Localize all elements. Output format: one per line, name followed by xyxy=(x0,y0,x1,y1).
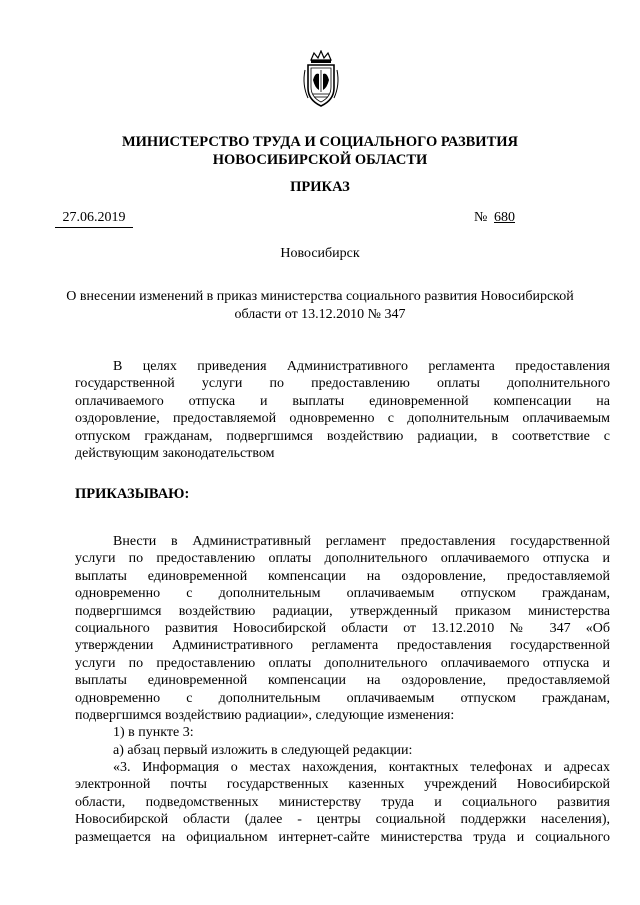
subject-line: О внесении изменений в приказ министерства социального развития Новосибирской xyxy=(66,289,574,304)
text-line: оплачиваемого отпуска и выплаты единовременной компенсации на xyxy=(75,393,610,409)
text-line: подвергшимся воздействию радиации, утвержденный приказом министерства xyxy=(75,603,610,619)
order-subject xyxy=(0,288,640,324)
subject-line: области от 13.12.2010 № 347 xyxy=(234,307,406,322)
text-line: области, подведомственных министерству труда и социального развития xyxy=(75,794,610,810)
text-line: выплаты единовременной компенсации на оздоровление, предоставляемой xyxy=(75,568,610,584)
text-line: одновременно с дополнительным оплачиваемым отпуском гражданам, xyxy=(75,586,610,602)
text-line: выплаты единовременной компенсации на оздоровление, предоставляемой xyxy=(75,673,610,689)
text-line: размещается на официальном интернет-сайте министерства труда и социального xyxy=(75,829,610,845)
ministry-name-line2: НОВОСИБИРСКОЙ ОБЛАСТИ xyxy=(212,152,428,168)
text-line: Новосибирской области (далее - центры социальной поддержки населения), xyxy=(75,812,610,828)
text-line: услуги по предоставлению оплаты дополнительного оплачиваемого отпуска и xyxy=(75,655,610,671)
text-line: В целях приведения Административного регламента предоставления xyxy=(113,359,610,374)
ministry-name-line1: МИНИСТЕРСТВО ТРУДА И СОЦИАЛЬНОГО РАЗВИТИЯ xyxy=(121,134,519,150)
text-line: электронной почты государственных казенных учреждений Новосибирской xyxy=(75,777,610,793)
order-directive: ПРИКАЗЫВАЮ: xyxy=(75,486,190,502)
text-line: «3. Информация о местах нахождения, контактных телефонах и адресах xyxy=(113,760,610,776)
order-number-label: № xyxy=(474,210,488,225)
text-line: подвергшимся воздействию радиации», следующие изменения: xyxy=(75,707,455,723)
list-item: 1) в пункте 3: xyxy=(113,725,194,741)
text-line: услуги по предоставлению оплаты дополнительного оплачиваемого отпуска и xyxy=(75,551,610,567)
city: Новосибирск xyxy=(280,246,360,261)
text-line: утверждении Административного регламента предоставления государственной xyxy=(75,638,610,654)
text-line: социального развития Новосибирской области от 13.12.2010 № 347 «Об xyxy=(75,620,610,636)
order-number: 680 xyxy=(494,210,515,225)
text-line: действующим законодательством xyxy=(75,445,275,461)
body-paragraph xyxy=(75,533,610,846)
coat-of-arms-icon xyxy=(301,50,341,108)
text-line: оздоровление, предоставляемой одновременно с дополнительным оплачиваемым xyxy=(75,411,610,427)
text-line: одновременно с дополнительным оплачиваемым отпуском гражданам, xyxy=(75,690,610,706)
text-line: Внести в Административный регламент предоставления государственной xyxy=(113,534,610,549)
text-line: государственной услуги по предоставлению оплаты дополнительного xyxy=(75,376,610,392)
document-type: ПРИКАЗ xyxy=(290,179,350,195)
text-line: отпуском гражданам, подвергшимся воздействию радиации, в соответствие с xyxy=(75,428,610,444)
preamble-paragraph xyxy=(75,358,610,462)
order-date: 27.06.2019 xyxy=(55,210,133,228)
list-item: а) абзац первый изложить в следующей редакции: xyxy=(113,742,413,758)
